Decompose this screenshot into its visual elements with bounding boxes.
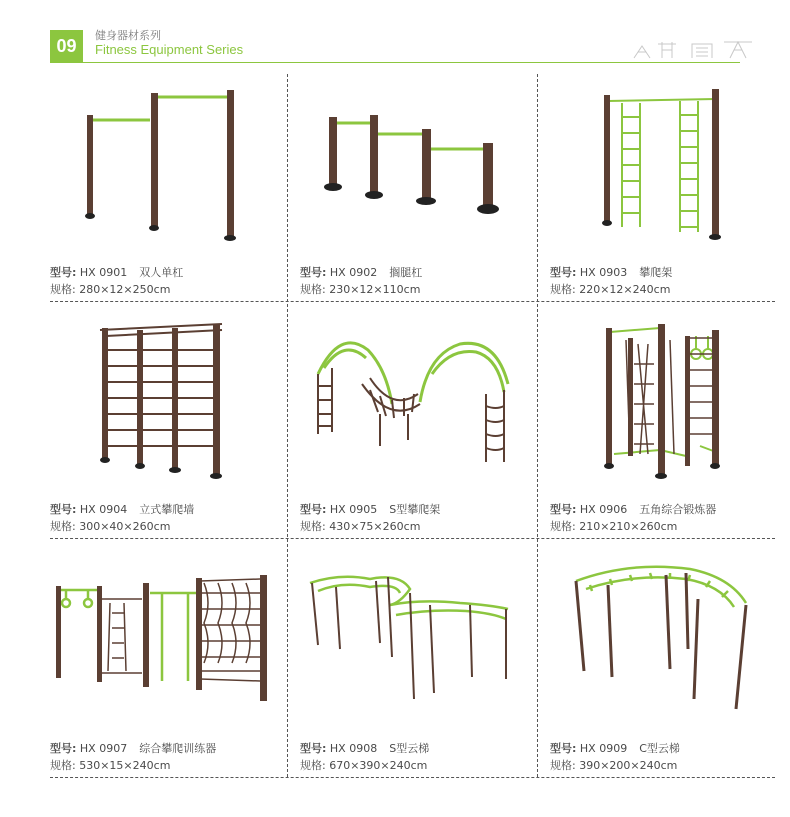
product-spec: 280×12×250cm bbox=[79, 283, 171, 296]
section-title-cn: 健身器材系列 bbox=[95, 29, 161, 42]
product-card bbox=[300, 77, 540, 305]
product-card bbox=[50, 314, 290, 542]
model-number: HX 0907 bbox=[79, 742, 128, 755]
product-name: S型攀爬架 bbox=[389, 503, 441, 516]
pentagon-trainer-icon bbox=[550, 314, 790, 499]
model-label: 型号: bbox=[50, 503, 77, 516]
model-label: 型号: bbox=[550, 742, 577, 755]
product-card bbox=[550, 77, 790, 305]
product-name: 攀爬架 bbox=[639, 266, 673, 279]
product-name: 五角综合锻炼器 bbox=[639, 503, 717, 516]
spec-label: 规格: bbox=[300, 520, 326, 533]
product-card bbox=[550, 553, 790, 781]
model-label: 型号: bbox=[300, 266, 327, 279]
vertical-climbing-wall-icon bbox=[50, 314, 290, 499]
spec-label: 规格: bbox=[550, 520, 576, 533]
spec-label: 规格: bbox=[50, 520, 76, 533]
product-name: 综合攀爬训练器 bbox=[139, 742, 217, 755]
spec-label: 规格: bbox=[300, 759, 326, 772]
product-card bbox=[550, 314, 790, 542]
climbing-frame-icon bbox=[550, 77, 790, 262]
model-label: 型号: bbox=[50, 742, 77, 755]
product-name: C型云梯 bbox=[639, 742, 680, 755]
section-title-en: Fitness Equipment Series bbox=[95, 42, 244, 57]
product-card bbox=[50, 553, 290, 781]
spec-label: 规格: bbox=[550, 283, 576, 296]
double-pull-up-bar-icon bbox=[50, 77, 290, 262]
model-label: 型号: bbox=[550, 266, 577, 279]
decorative-equipment-sketch-icon bbox=[628, 36, 758, 64]
model-number: HX 0901 bbox=[79, 266, 128, 279]
product-spec: 530×15×240cm bbox=[79, 759, 171, 772]
product-spec: 430×75×260cm bbox=[329, 520, 421, 533]
spec-label: 规格: bbox=[50, 759, 76, 772]
product-card bbox=[300, 553, 540, 781]
model-number: HX 0904 bbox=[79, 503, 128, 516]
product-card bbox=[50, 77, 290, 305]
product-spec: 670×390×240cm bbox=[329, 759, 428, 772]
leg-stretch-bar-icon bbox=[300, 77, 540, 262]
spec-label: 规格: bbox=[550, 759, 576, 772]
model-number: HX 0908 bbox=[329, 742, 378, 755]
c-monkey-bars-icon bbox=[550, 553, 790, 738]
model-number: HX 0906 bbox=[579, 503, 628, 516]
model-number: HX 0909 bbox=[579, 742, 628, 755]
model-number: HX 0905 bbox=[329, 503, 378, 516]
spec-label: 规格: bbox=[300, 283, 326, 296]
s-monkey-bars-icon bbox=[300, 553, 540, 738]
product-spec: 220×12×240cm bbox=[579, 283, 671, 296]
climbing-trainer-icon bbox=[50, 553, 290, 738]
product-name: 立式攀爬墙 bbox=[139, 503, 195, 516]
product-name: S型云梯 bbox=[389, 742, 430, 755]
product-spec: 390×200×240cm bbox=[579, 759, 678, 772]
section-number: 09 bbox=[56, 35, 77, 56]
product-card bbox=[300, 314, 540, 542]
model-label: 型号: bbox=[300, 742, 327, 755]
section-number-badge bbox=[50, 30, 83, 62]
product-name: 双人单杠 bbox=[139, 266, 184, 279]
spec-label: 规格: bbox=[50, 283, 76, 296]
s-climbing-frame-icon bbox=[300, 314, 540, 499]
product-spec: 300×40×260cm bbox=[79, 520, 171, 533]
model-label: 型号: bbox=[550, 503, 577, 516]
model-label: 型号: bbox=[50, 266, 77, 279]
model-label: 型号: bbox=[300, 503, 327, 516]
model-number: HX 0903 bbox=[579, 266, 628, 279]
product-spec: 210×210×260cm bbox=[579, 520, 678, 533]
product-name: 搁腿杠 bbox=[389, 266, 423, 279]
model-number: HX 0902 bbox=[329, 266, 378, 279]
product-spec: 230×12×110cm bbox=[329, 283, 421, 296]
